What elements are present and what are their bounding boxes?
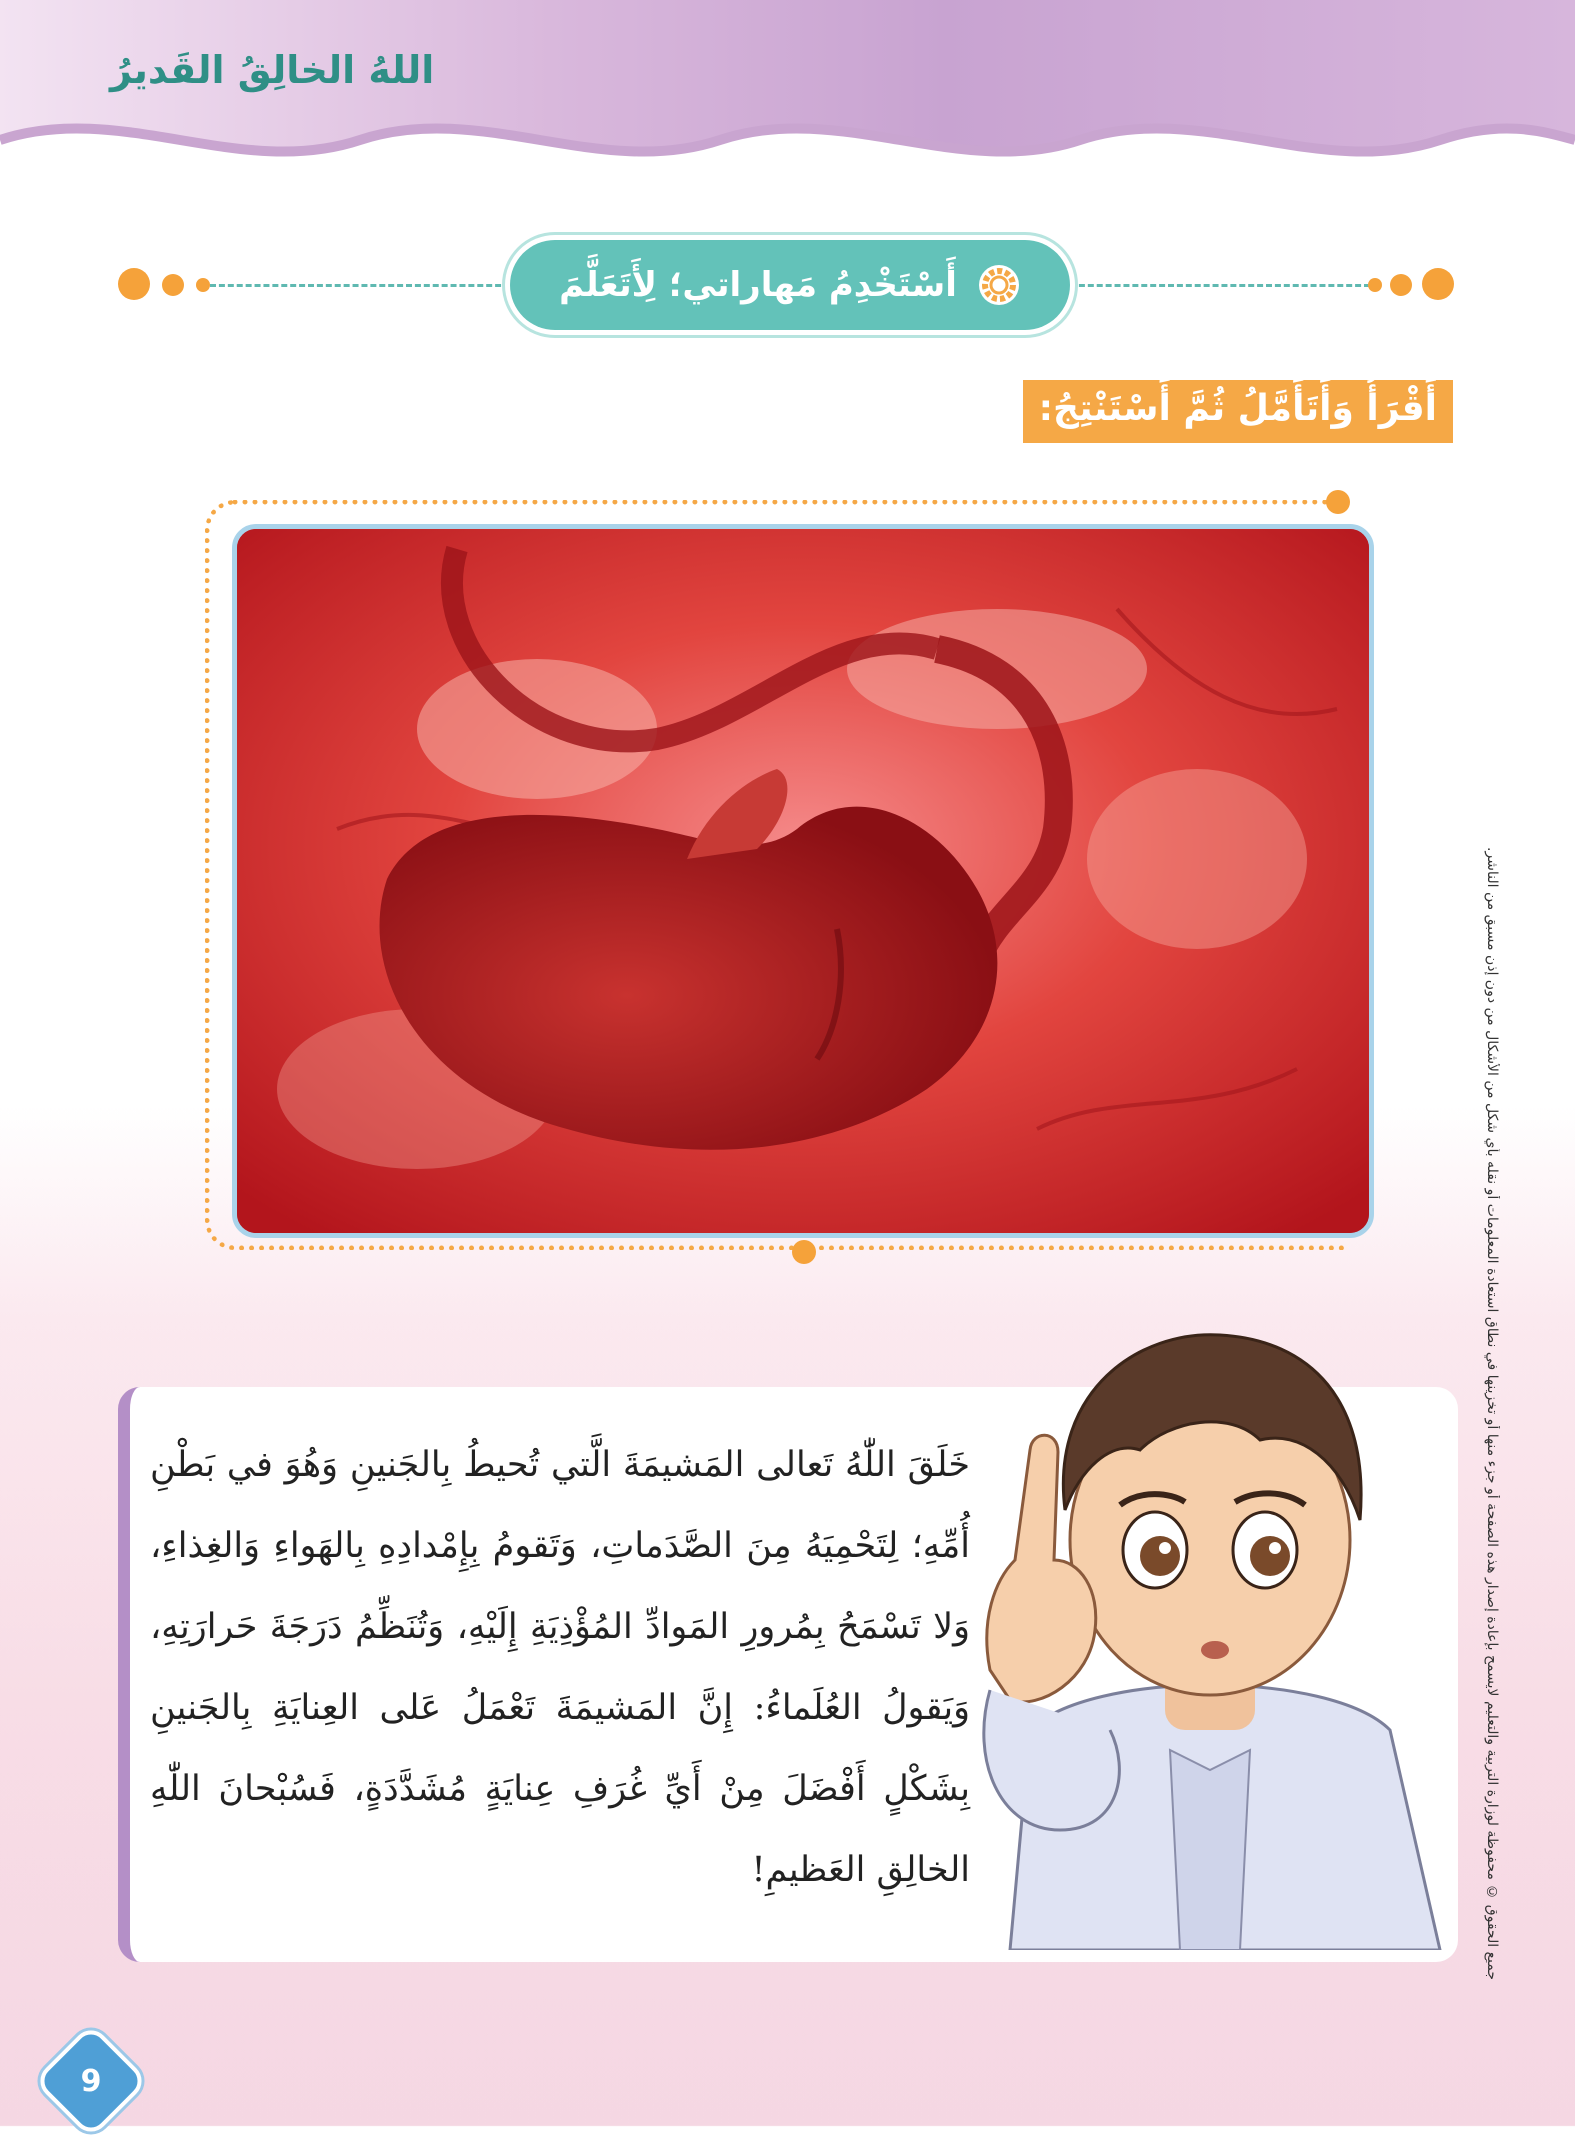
- gear-icon: [977, 263, 1021, 307]
- placenta-paragraph: خَلَقَ اللّٰهُ تَعالى المَشيمَةَ الَّتي تُحيطُ بِالجَنينِ وَهُوَ في بَطْنِ أُمِّهِ؛ لِتَحْمِيَهُ مِنَ الصَّدَماتِ، وَتَقومُ بِإِمْدادِهِ بِالهَواءِ وَالغِذاءِ، وَلا تَسْمَحُ بِمُرورِ المَوادِّ المُؤْذِيَةِ إِلَيْهِ، وَتُنَظِّمُ دَرَجَةَ حَرارَتِهِ، وَيَقولُ العُلَماءُ: إِنَّ المَشيمَةَ تَعْمَلُ عَلى العِنايَةِ بِالجَنينِ بِشَكْلٍ أَفْضَلَ مِنْ أَيِّ غُرَفِ عِنايَةٍ مُشَدَّدَةٍ، فَسُبْحانَ اللّٰهِ الخالِقِ العَظيمِ!: [150, 1445, 970, 1890]
- page-number: 9: [80, 2063, 102, 2099]
- boy-illustration: [970, 1310, 1450, 1950]
- skills-banner: [510, 240, 1070, 330]
- section-label: أَقْرَأُ وَأَتَأَمَّلُ ثُمَّ أَسْتَنْتِجُ:: [1023, 380, 1453, 443]
- decor-dot: [1326, 490, 1350, 514]
- decor-dot: [196, 278, 210, 292]
- banner-line-right: [1070, 284, 1370, 287]
- decor-dot: [118, 268, 150, 300]
- copyright-note: جميع الحقوق © محفوظة لوزارة التربية والتعليم لايسمح بإعادة إصدار هذه الصفحة أو جزء منها أو تخزينها في نطاق استعادة المعلومات أو نقله بأي شكل من الأشكال من دون إذن مسبق من الناشر.: [1484, 847, 1500, 1980]
- skills-banner-text: أَسْتَخْدِمُ مَهاراتي؛ لِأَتَعَلَّمَ: [559, 265, 957, 305]
- banner-line-left: [210, 284, 510, 287]
- decor-dot: [1422, 268, 1454, 300]
- header-wave-decoration: [0, 100, 1575, 190]
- decor-dot: [162, 274, 184, 296]
- decor-dot: [1368, 278, 1382, 292]
- embryo-photo: [232, 524, 1374, 1238]
- decor-dot: [792, 1240, 816, 1264]
- page-title: اللهُ الخالِقُ القَديرُ: [110, 48, 435, 92]
- decor-dot: [1390, 274, 1412, 296]
